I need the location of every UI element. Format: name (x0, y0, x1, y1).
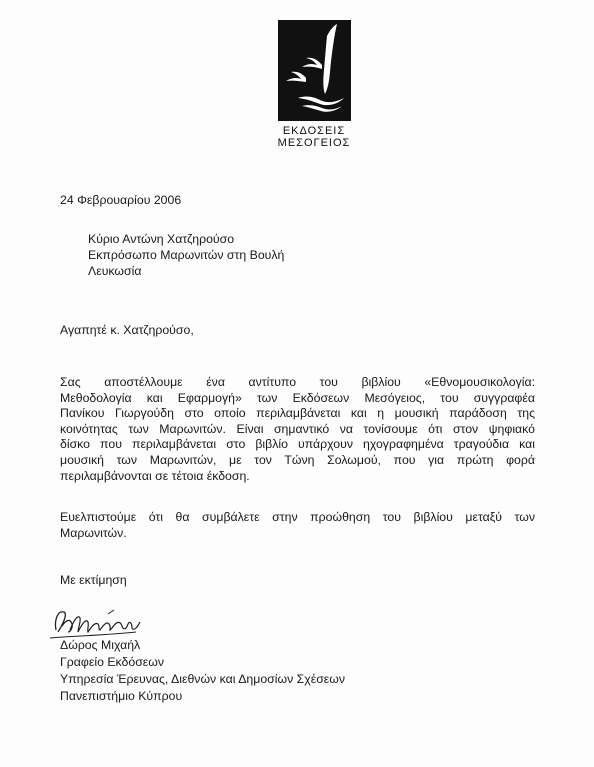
body-paragraph-2 (60, 510, 535, 541)
paragraph-line: Μαρωνιτών. (60, 525, 127, 540)
recipient-name: Κύριο Αντώνη Χατζηρούσο (88, 232, 235, 246)
paragraph-line: κοινότητας των Μαρωνιτών. Είναι σημαντικό να τονίσουμε ότι στον ψηφιακό (60, 421, 535, 436)
sender-office: Γραφείο Εκδόσεων (60, 655, 165, 669)
publisher-logo (278, 20, 351, 121)
body-paragraph-1 (60, 375, 535, 484)
sender-service: Υπηρεσία Έρευνας, Διεθνών και Δημοσίων Σχέσεων (60, 672, 346, 686)
paragraph-line: περιλαμβάνονται σε τέτοια έκδοση. (60, 468, 250, 483)
recipient-city: Λευκωσία (88, 264, 142, 278)
closing-phrase: Με εκτίμηση (60, 573, 127, 587)
paragraph-line: Μεθοδολογία και Εφαρμογή» των Εκδόσεων Μεσόγειος, του συγγραφέα (60, 390, 535, 405)
sender-institution: Πανεπιστήμιο Κύπρου (60, 689, 183, 703)
paragraph-line: δίσκο που περιλαμβάνεται στο βιβλίο υπάρχουν ηχογραφημένα τραγούδια και (60, 437, 535, 452)
publisher-name-line1: ΕΚΔΟΣΕΙΣ (282, 125, 346, 137)
recipient-position: Εκπρόσωπο Μαρωνιτών στη Βουλή (88, 248, 285, 262)
publisher-name-line2: ΜΕΣΟΓΕΙΟΣ (277, 137, 351, 149)
paragraph-line: Ευελπιστούμε ότι θα συμβάλετε στην προώθηση του βιβλίου μεταξύ των (60, 510, 535, 524)
letter-date: 24 Φεβρουαρίου 2006 (60, 193, 182, 207)
paragraph-line: Πανίκου Γιωργούδη στο οποίο περιλαμβάνεται και η μουσική παράδοση της (60, 406, 535, 421)
salutation: Αγαπητέ κ. Χατζηρούσο, (60, 323, 194, 337)
sender-name: Δώρος Μιχαήλ (60, 638, 141, 652)
paragraph-line: μουσική των Μαρωνιτών, με τον Τώνη Σολωμού, που για πρώτη φορά (60, 452, 535, 467)
paragraph-line: Σας αποστέλλουμε ένα αντίτυπο του βιβλίου «Εθνομουσικολογία: (60, 375, 535, 389)
seagull-quill-emblem (278, 20, 351, 121)
